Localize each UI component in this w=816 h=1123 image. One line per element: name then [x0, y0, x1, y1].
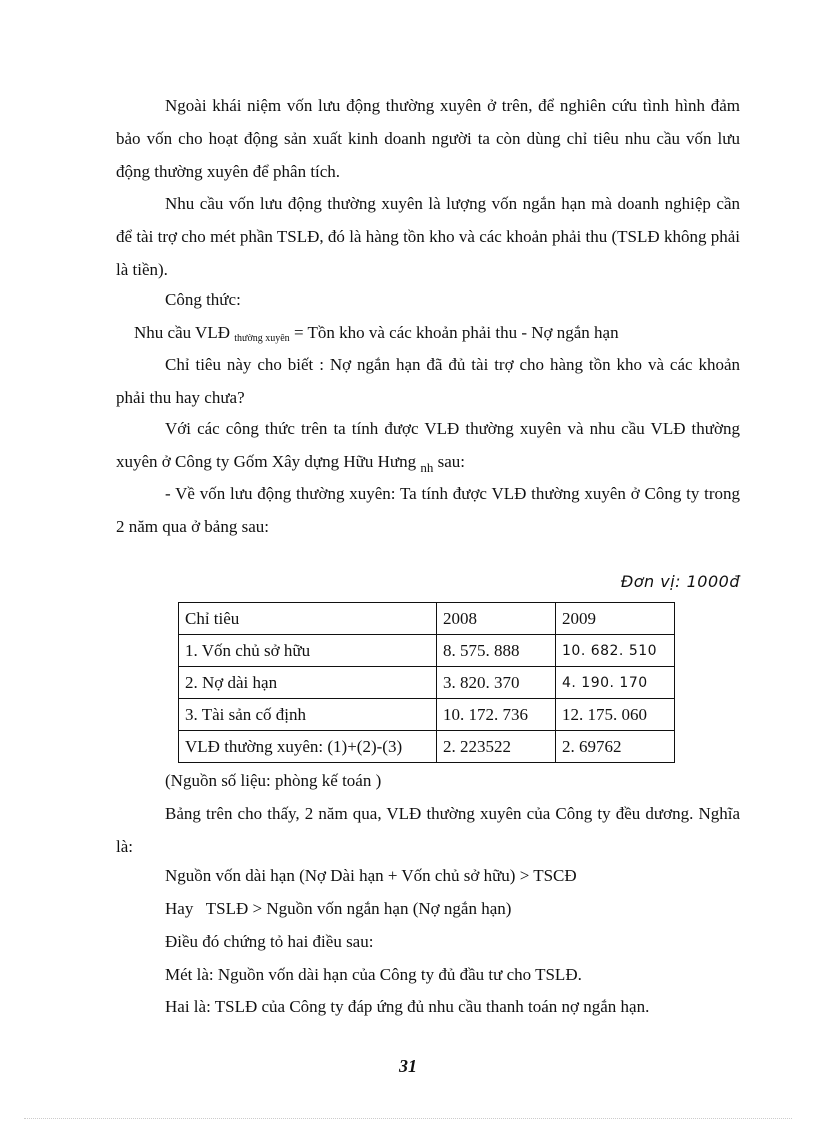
paragraph-6: - Về vốn lưu động thường xuyên: Ta tính được VLĐ thường xuyên ở Công ty trong 2 năm qua ở bảng sau:	[116, 484, 740, 536]
paragraph-2: Nhu cầu vốn lưu động thường xuyên là lượng vốn ngắn hạn mà doanh nghiệp cần để tài trợ cho mét phần TSLĐ, đó là hàng tồn kho và các khoản phải thu (TSLĐ không phải là tiền).	[116, 194, 740, 279]
table-row	[179, 667, 675, 699]
table-cell: 4. 190. 170	[556, 667, 675, 699]
statement-line-1: Nguồn vốn dài hạn (Nợ Dài hạn + Vốn chủ sở hữu) > TSCĐ	[165, 866, 577, 885]
formula-pre: Nhu cầu VLĐ	[134, 323, 235, 342]
paragraph-7: Bảng trên cho thấy, 2 năm qua, VLĐ thường xuyên của Công ty đều dương. Nghĩa là:	[116, 804, 740, 856]
paragraph-5	[116, 412, 740, 484]
source-note: (Nguồn số liệu: phòng kế toán )	[165, 771, 382, 790]
table-row	[179, 731, 675, 763]
formula-post: = Tồn kho và các khoản phải thu - Nợ ngắn hạn	[289, 323, 619, 342]
table-cell: 12. 175. 060	[556, 699, 675, 731]
table-cell: 2. 223522	[437, 731, 556, 763]
page-number: 31	[399, 1056, 417, 1076]
paragraph-4: Chỉ tiêu này cho biết : Nợ ngắn hạn đã đủ tài trợ cho hàng tồn kho và các khoản phải thu hay chưa?	[116, 355, 740, 407]
footer-divider	[24, 1118, 792, 1119]
p5-post: sau:	[433, 452, 466, 471]
paragraph-1: Ngoài khái niệm vốn lưu động thường xuyên ở trên, để nghiên cứu tình hình đảm bảo vốn cho hoạt động sản xuất kinh doanh người ta còn dùng chỉ tiêu nhu cầu vốn lưu động thường xuyên để phân tích.	[116, 96, 740, 181]
formula-heading: Công thức:	[165, 290, 241, 309]
table-row	[179, 699, 675, 731]
table-header-cell: 2009	[556, 603, 675, 635]
formula-line	[134, 322, 619, 350]
formula-subscript: thường xuyên	[234, 333, 290, 344]
table-cell: VLĐ thường xuyên: (1)+(2)-(3)	[179, 731, 437, 763]
statement-line-2: Hay TSLĐ > Nguồn vốn ngắn hạn (Nợ ngắn hạn)	[165, 899, 512, 918]
table-cell: 3. 820. 370	[437, 667, 556, 699]
p5-subscript: nh	[420, 460, 434, 475]
table-cell: 10. 682. 510	[556, 635, 675, 667]
table-cell: 1. Vốn chủ sở hữu	[179, 635, 437, 667]
table-row	[179, 635, 675, 667]
data-table	[178, 602, 675, 763]
table-cell: 2. Nợ dài hạn	[179, 667, 437, 699]
statement-line-5: Hai là: TSLĐ của Công ty đáp ứng đủ nhu cầu thanh toán nợ ngắn hạn.	[165, 997, 650, 1016]
table-header-cell: 2008	[437, 603, 556, 635]
unit-label: Đơn vị: 1000đ	[620, 572, 740, 591]
statement-line-3: Điều đó chứng tỏ hai điều sau:	[165, 932, 374, 951]
table-cell: 10. 172. 736	[437, 699, 556, 731]
statement-line-4: Mét là: Nguồn vốn dài hạn của Công ty đủ đầu tư cho TSLĐ.	[165, 965, 582, 984]
table-cell: 3. Tài sản cố định	[179, 699, 437, 731]
table-header-row	[179, 603, 675, 635]
table-cell: 8. 575. 888	[437, 635, 556, 667]
table-header-cell: Chỉ tiêu	[179, 603, 437, 635]
p5-pre: Với các công thức trên ta tính được VLĐ thường xuyên và nhu cầu VLĐ thường xuyên ở Công ty Gốm Xây dựng Hữu Hưng	[116, 419, 740, 471]
table-cell: 2. 69762	[556, 731, 675, 763]
